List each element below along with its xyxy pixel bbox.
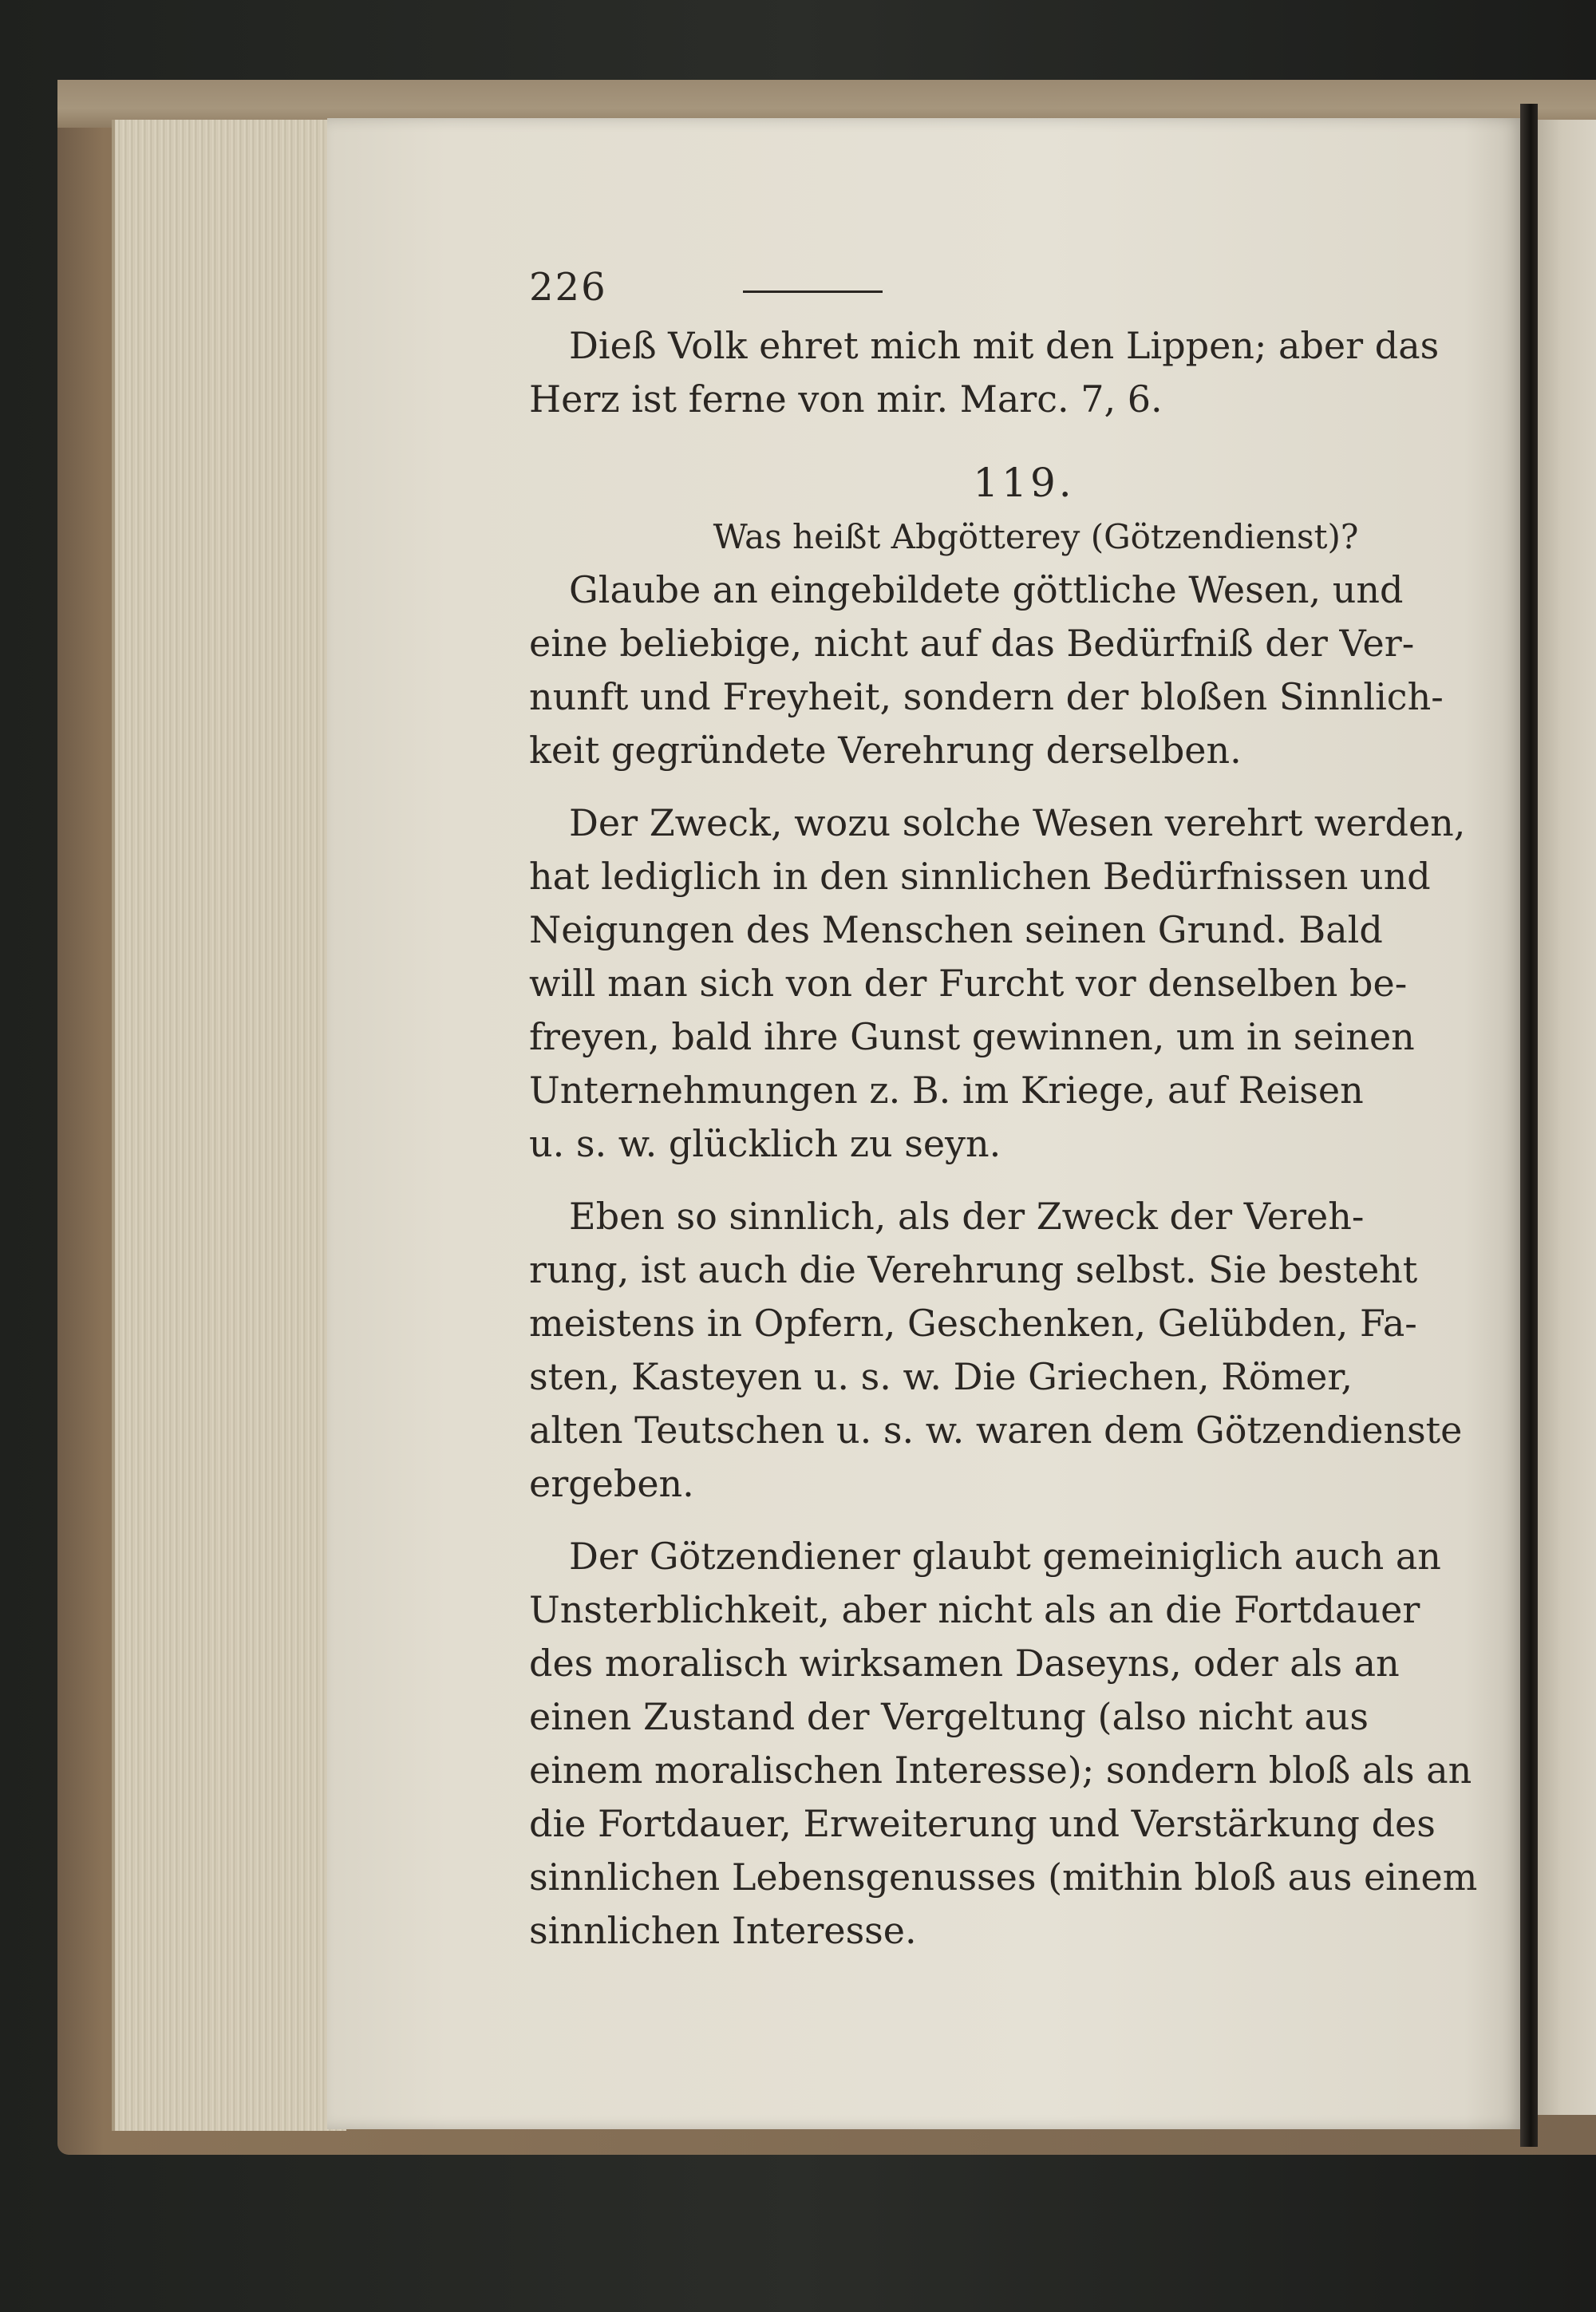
text-line: Der Götzendiener glaubt gemeiniglich auch an xyxy=(569,1535,1441,1578)
text-line: sinnlichen Lebensgenusses (mithin bloß aus einem xyxy=(529,1856,1478,1899)
text-line: einem moralischen Interesse); sondern bloß als an xyxy=(529,1749,1472,1792)
page-block-edge xyxy=(112,120,346,2131)
text-line: die Fortdauer, Erweiterung und Verstärkung des xyxy=(529,1802,1436,1845)
header-rule xyxy=(743,290,883,293)
text-line: sten, Kasteyen u. s. w. Die Griechen, Römer, xyxy=(529,1355,1353,1398)
text-line: ergeben. xyxy=(529,1462,694,1505)
text-line: Dieß Volk ehret mich mit den Lippen; aber das xyxy=(569,324,1440,367)
text-line: Der Zweck, wozu solche Wesen verehrt werden, xyxy=(569,801,1466,844)
section-title: Was heißt Abgötterey (Götzendienst)? xyxy=(713,517,1359,556)
paragraph xyxy=(529,796,1466,1171)
text-line: rung, ist auch die Verehrung selbst. Sie besteht xyxy=(529,1248,1418,1291)
paragraph-gap xyxy=(529,1511,1455,1530)
book-gutter xyxy=(1520,104,1538,2147)
text-line: freyen, bald ihre Gunst gewinnen, um in seinen xyxy=(529,1015,1415,1058)
paragraph xyxy=(529,1190,1463,1511)
paragraph xyxy=(529,563,1455,777)
page-number: 226 xyxy=(529,264,607,310)
text-line: des moralisch wirksamen Daseyns, oder als an xyxy=(529,1642,1400,1685)
text-line: hat lediglich in den sinnlichen Bedürfnissen und xyxy=(529,855,1431,898)
paragraph xyxy=(529,1530,1478,1958)
text-line: nunft und Freyheit, sondern der bloßen Sinnlich- xyxy=(529,675,1444,718)
page-header xyxy=(529,255,1455,319)
text-line: meistens in Opfern, Geschenken, Gelübden, Fa- xyxy=(529,1302,1417,1345)
text-line: eine beliebige, nicht auf das Bedürfniß der Ver- xyxy=(529,622,1415,665)
text-line: Neigungen des Menschen seinen Grund. Bald xyxy=(529,908,1383,951)
text-line: Unsterblichkeit, aber nicht als an die Fortdauer xyxy=(529,1588,1420,1631)
text-line: Herz ist ferne von mir. Marc. 7, 6. xyxy=(529,377,1163,421)
paragraph-gap xyxy=(529,777,1455,796)
text-line: u. s. w. glücklich zu seyn. xyxy=(529,1122,1001,1165)
text-line: Unternehmungen z. B. im Kriege, auf Reisen xyxy=(529,1069,1364,1112)
facing-page-edge xyxy=(1538,120,1596,2115)
paragraph-gap xyxy=(529,1171,1455,1190)
quote-paragraph xyxy=(529,319,1455,426)
page-text xyxy=(529,255,1478,1958)
text-line: keit gegründete Verehrung derselben. xyxy=(529,729,1242,772)
text-line: einen Zustand der Vergeltung (also nicht aus xyxy=(529,1695,1369,1738)
text-line: Eben so sinnlich, als der Zweck der Vereh- xyxy=(569,1195,1365,1238)
section-number: 119. xyxy=(973,460,1075,506)
text-line: sinnlichen Interesse. xyxy=(529,1909,917,1952)
text-line: Glaube an eingebildete göttliche Wesen, und xyxy=(569,568,1404,611)
text-line: alten Teutschen u. s. w. waren dem Götzendienste xyxy=(529,1409,1463,1452)
text-line: will man sich von der Furcht vor denselben be- xyxy=(529,962,1408,1005)
